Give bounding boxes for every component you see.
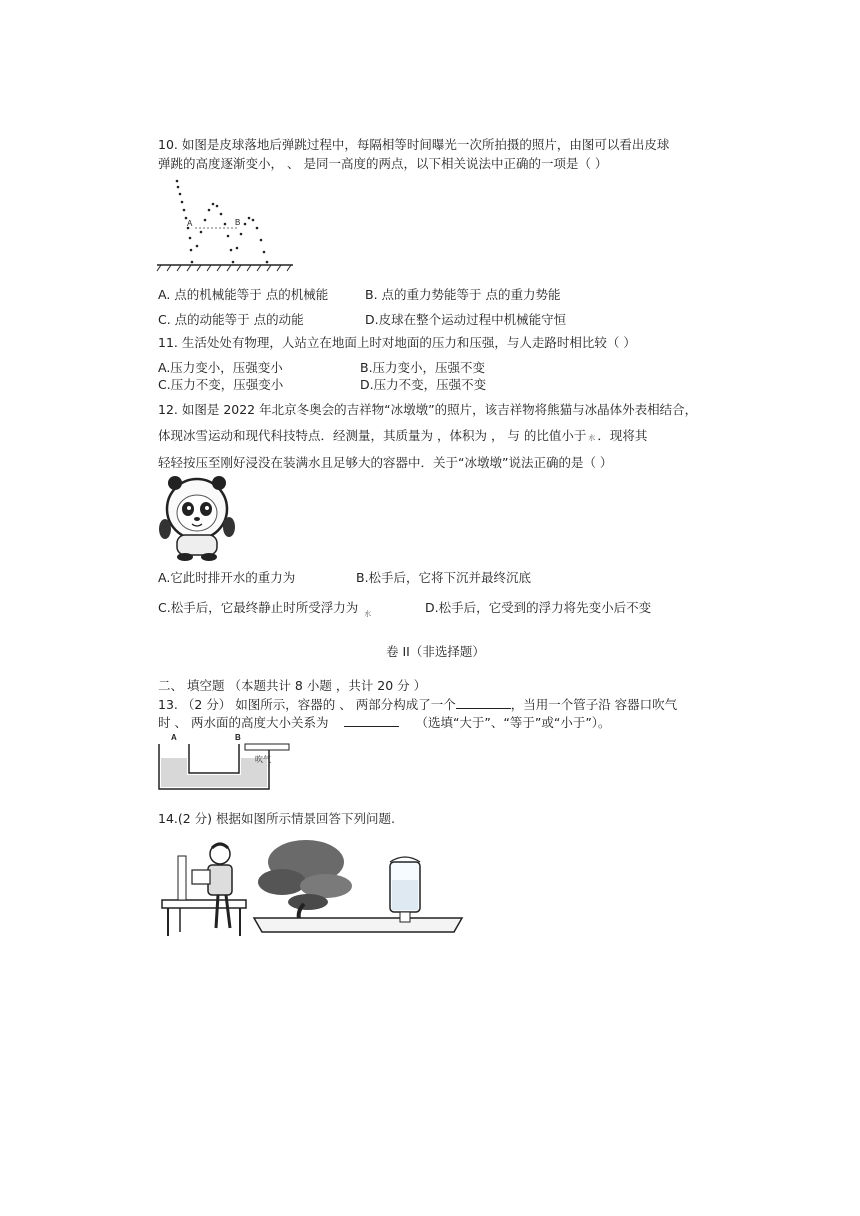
section-title: 卷 II（非选择题） [386, 644, 485, 659]
q11-option-d: D.压力不变，压强不变 [360, 377, 487, 392]
figure-label-b: B [235, 218, 241, 227]
q12-option-d: D.松手后，它受到的浮力将先变小后不变 [425, 600, 652, 615]
vessel-label-b: B [235, 733, 241, 742]
q12-option-c: C.松手后，它最终静止时所受浮力为 $_水$ [158, 600, 372, 618]
figure-label-a: A [187, 219, 193, 228]
connected-vessel-figure [155, 730, 305, 792]
q11-stem: 11. 生活处处有物理，人站立在地面上时对地面的压力和压强，与人走路时相比较（ ） [158, 335, 636, 350]
q14-stem: 14.(2 分) 根据如图所示情景回答下列问题. [158, 811, 396, 826]
q13-stem-line1: 13. （2 分） 如图所示，容器的 、 两部分构成了一个 ，当用一个管子沿 容器口吹气 [158, 697, 678, 712]
q10-option-b: B. 点的重力势能等于 点的重力势能 [365, 287, 561, 302]
q10-option-c: C. 点的动能等于 点的动能 [158, 312, 304, 327]
q14-figure [158, 832, 468, 942]
blow-label: 吹气 [255, 755, 271, 764]
q13-stem-line2: 时 、 两水面的高度大小关系为 （选填“大于”、“等于”或“小于”）。 [158, 715, 611, 730]
q11-option-b: B.压力变小，压强不变 [360, 360, 486, 375]
bing-dwen-dwen-figure [155, 473, 235, 561]
q11-option-c: C.压力不变，压强变小 [158, 377, 284, 392]
q10-stem-line2: 弹跳的高度逐渐变小， 、 是同一高度的两点，以下相关说法中正确的一项是（ ） [158, 156, 608, 171]
q10-option-d: D.皮球在整个运动过程中机械能守恒 [365, 312, 567, 327]
q12-option-a: A.它此时排开水的重力为 [158, 570, 296, 585]
section-heading: 二、 填空题 （本题共计 8 小题 ，共计 20 分 ） [158, 678, 427, 693]
q12-stem-line1: 12. 如图是 2022 年北京冬奥会的吉祥物“冰墩墩”的照片，该吉祥物将熊猫与冰晶体外表相结合， [158, 402, 698, 417]
q10-stem-line1: 10. 如图是皮球落地后弹跳过程中，每隔相等时间曝光一次所拍摄的照片，由图可以看出皮球 [158, 137, 670, 152]
q12-stem-line2: 体现冰雪运动和现代科技特点．经测量，其质量为 ，体积为 ， 与 的比值小于 水 ．现将其 [158, 428, 648, 443]
bouncing-ball-figure [155, 176, 295, 272]
q12-option-b: B.松手后，它将下沉并最终沉底 [356, 570, 532, 585]
vessel-label-a: A [171, 733, 177, 742]
q11-option-a: A.压力变小，压强变小 [158, 360, 283, 375]
q10-option-a: A. 点的机械能等于 点的机械能 [158, 287, 329, 302]
q12-stem-line3: 轻轻按压至刚好浸没在装满水且足够大的容器中．关于“冰墩墩”说法正确的是（ ） [158, 455, 613, 470]
